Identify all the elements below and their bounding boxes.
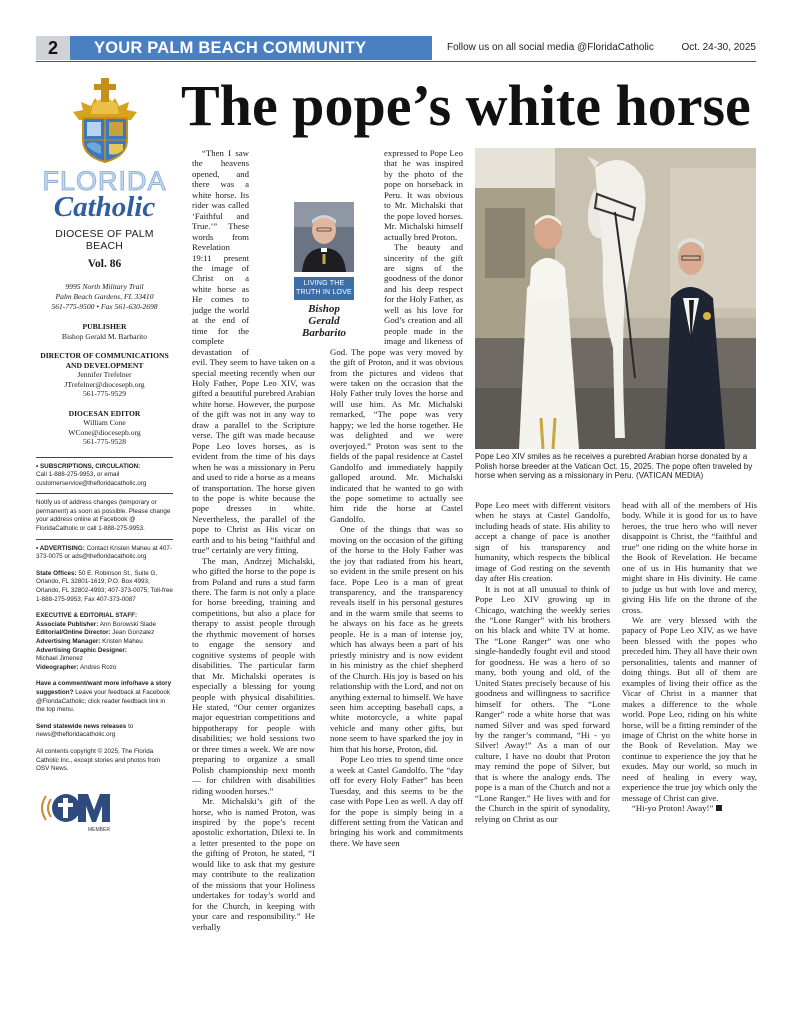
logo-florida-text: FLORIDA bbox=[42, 166, 167, 196]
issue-date: Oct. 24-30, 2025 bbox=[681, 42, 756, 53]
advertising-text: Contact Kristen Maheu at 407-373-0075 or ads@thefloridacatholic.org bbox=[36, 544, 173, 561]
article-paragraph: One of the things that was so moving on the occasion of the gifting of the horse to the Holy Father was the joy that radiated from his heart, so evident in the smile present on his face. Pope Leo is a man of great transparency, and the transparency reveals itself in his personal gestures and in the warm smile that seems to be always on his face as he greets people. He is a man of intense joy, which has always been a part of his priestly ministry and is now evident in his ministry as the chief shepherd of the Church. His joy is based on his relationship with the Lord, and not on anything external to himself. We have seen him accepting baseball caps, a white motorcycle, a white papal vehicle and many other gifts, but none seem to have sparked the joy in him that his horse, Proton, did. bbox=[330, 524, 463, 754]
closing-line: “Hi-yo Proton! Away!” bbox=[632, 803, 714, 814]
article-paragraph: Pope Leo tries to spend time once a week at Castel Gandolfo. The “day off for every Holy Father” has been Tuesday, and this seems to be the case with Pope Leo as well. A day off for the pope is simply being in a different setting from the Vatican and bringing his work and commitments there. We have seen bbox=[330, 754, 463, 848]
address-line: Palm Beach Gardens, FL 33410 bbox=[55, 292, 154, 301]
article-paragraph: Pope Leo meet with different visitors when he stays at Castel Gandolfo, including heads of state. His ability to accept a change of pace is another sign of his transparency and humanity, which respects the biblical image of God resting on the seventh day after His creation. bbox=[475, 500, 610, 584]
columnist-box-spacer bbox=[253, 202, 315, 344]
columnist-name-line: Bishop bbox=[308, 303, 340, 315]
diocese-address bbox=[36, 282, 173, 312]
editor-email[interactable]: WCone@diocesepb.org bbox=[68, 427, 141, 437]
news-releases-info bbox=[36, 723, 173, 740]
logo-catholic-text: Catholic bbox=[53, 191, 156, 223]
address-phone: 561-775-9500 • Fax 561-630-2698 bbox=[51, 302, 158, 311]
designer-name: Michael Jimenez bbox=[36, 655, 83, 663]
pope-horse-photo bbox=[475, 148, 756, 449]
page-header bbox=[36, 36, 756, 60]
feedback-info bbox=[36, 680, 173, 714]
sidebar-divider bbox=[36, 457, 173, 458]
article-column-3 bbox=[475, 500, 610, 824]
sidebar-divider bbox=[36, 493, 173, 494]
article-paragraph: The beauty and sincerity of the gift are signs of the goodness of the donor and his deep respect for the Holy Father, as well as his love for God’s creation and all people made in the image and likeness of God. The pope was very moved by the gift of Proton, and it was obvious from the pictures and videos that were taken on the occasion that the Holy Father truly loves the horse and will use him. As Mr. Michalski remarked, “The pope was very happy; we led the horse together. He was delighted and we were overjoyed.” Proton was sent to the fields of the papal residence at Castel Gandolfo and immediately happily galloped around. Mr. Michalski indicated that he wanted to go with the pope sometime to actually see him ride the horse at Castel Gandolfo. bbox=[330, 242, 463, 524]
editor-title: DIOCESAN EDITOR bbox=[68, 408, 141, 418]
advertising-label: • ADVERTISING: bbox=[36, 544, 85, 552]
address-change-notice: Notify us of address changes (temporary or permanent) as soon as possible. Please change your address online at Facebook @ FloridaCatholic or call 1-888-275-9953. bbox=[36, 499, 171, 533]
ad-manager-label: Advertising Manager: bbox=[36, 638, 101, 645]
publisher-title: PUBLISHER bbox=[82, 322, 127, 331]
end-of-story-mark bbox=[716, 805, 722, 811]
masthead-sidebar bbox=[36, 74, 173, 834]
columnist-name-line: Barbarito bbox=[301, 327, 346, 339]
diocese-name: DIOCESE OF PALM BEACH bbox=[55, 228, 154, 252]
volume-number: Vol. 86 bbox=[87, 258, 122, 270]
article-column-2 bbox=[330, 148, 463, 848]
director-name: Jennifer Trefelner bbox=[77, 370, 132, 379]
photo-caption: Pope Leo XIV smiles as he receives a purebred Arabian horse donated by a Polish horse breeder at the Vatican Oct. 15, 2025. The pope often traveled by horse when serving as a missionary in Peru. (VATICAN MEDIA) bbox=[475, 452, 753, 481]
subscriptions-text: Call 1-888-275-9953, or email customerservice@thefloridacatholic.org bbox=[36, 471, 147, 487]
releases-label: Send statewide news releases bbox=[36, 722, 127, 730]
address-line: 9995 North Military Trail bbox=[65, 282, 144, 291]
columnist-box-spacer bbox=[330, 190, 378, 342]
page-number: 2 bbox=[36, 36, 70, 60]
editor-phone: 561-775-9528 bbox=[82, 437, 127, 446]
state-offices-text: 50 E. Robinson St., Suite G, Orlando, FL 32801-1619; P.O. Box 4993; Orlando, FL 32802-4993; 407-373-0075; Toll-free 1-888-275-9953; Fax 407-373-0087 bbox=[36, 569, 173, 603]
article-paragraph: It is not at all unusual to think of Pope Leo XIV growing up in Chicago, watching the weekly series the “Lone Ranger” with his brothers on his black and white TV at home. The “Lone Ranger” was one who single-handedly fought evil and stood for goodness. He was a hero of so many, both young and old, of the United States precisely because of his goodness and willingness to sacrifice himself for others. The “Lone Ranger” rode a white horse that was named Silver and was sped forward by the ranger’s command, “Hi - yo Silver! Away!” As a man of our culture, I have no doubt that Proton may remind the pope of Silver, but that is where the analogy ends. The pope is a man of the Church and not a “Lone Ranger.” He lives with and for the Church in the spirit of synodality, relying on Christ as our bbox=[475, 583, 610, 824]
executive-staff bbox=[36, 612, 173, 672]
editorial-label: Editorial/Online Director: bbox=[36, 629, 111, 637]
diocese-crest-icon bbox=[69, 74, 141, 164]
article-column-4 bbox=[622, 500, 757, 814]
article-paragraph: We are very blessed with the papacy of Pope Leo XIV, as we have been blessed with the popes who preceded him. They all have their own personalities, talents and manner of doing things. But all of them are examples of living their office as the Vicar of Christ in a manner that makes a difference to the whole world. Pope Leo, riding on his white horse, will be a fitting reminder of the image of Christ on the white horse in the Book of Revelation. May we continue to experience the joy that he exudes. May our world, so much in need of healing in every way, experience the true joy which only the message of Christ can give. bbox=[622, 614, 757, 803]
article-headline: The pope’s white horse bbox=[181, 73, 751, 138]
member-label: MEMBER bbox=[88, 826, 110, 833]
director-title: DIRECTOR OF COMMUNICATIONS AND DEVELOPMENT bbox=[40, 351, 169, 370]
comment-label: Have a comment/want more info/have a story suggestion? bbox=[36, 680, 172, 696]
subscriptions-info bbox=[36, 463, 173, 489]
editor-name: William Cone bbox=[83, 418, 126, 427]
exec-label: EXECUTIVE & EDITORIAL STAFF: bbox=[36, 612, 138, 620]
sidebar-divider bbox=[36, 539, 173, 540]
article-paragraph: The man, Andrzej Michalski, who gifted the horse to the pope is from Poland and runs a stud farm there. The farm is not only a place for horse breeding, training and competitions, but also a place for therapy to assist people through the rhythmic movement of horses to engage the sensory and cognitive systems of people with disabilities. The particular farm that Mr. Michalski operates is especially a blessing for young people with physical disabilities. He stated, “Our center organizes major equestrian competitions and hippotherapy for people with disabilities; we hold sessions two or three times a week. We are now preparing to organize a small Polish championship next month — for children with disabilities riding wooden horses.” bbox=[192, 555, 315, 796]
publisher-name: Bishop Gerald M. Barbarito bbox=[61, 331, 148, 341]
header-divider bbox=[36, 61, 756, 62]
section-banner: YOUR PALM BEACH COMMUNITY bbox=[70, 36, 432, 60]
advertising-info bbox=[36, 545, 173, 562]
article-column-1 bbox=[192, 148, 315, 932]
copyright-notice: All contents copyright © 2025, The Florida Catholic Inc., except stories and photos from OSV News. bbox=[36, 747, 161, 773]
releases-text: to news@thefloridacatholic.org bbox=[36, 722, 134, 739]
director-email[interactable]: JTrefelner@diocesepb.org bbox=[64, 379, 145, 389]
comment-text: Leave your feedback at Facebook @FloridaCatholic; click reader feedback link in the top menu. bbox=[36, 688, 171, 714]
article-paragraph: “Then I saw the heavens opened, and there was a white horse. Its rider was called ‘Faithful and True.’” These words from Revelation 19:11 present the image of Christ on a white horse as He comes to judge the world at the end of time for the complete devastation of evil. They seem to have taken on a special meeting recently when our Holy Father, Pope Leo XIV, was gifted a beautiful purebred Arabian white horse. However, the purpose of the gift was not in any way to draw a parallel to the Scripture verse. The gift was made because Pope Leo loves horses, as is evident from the time of his days when he was a missionary in Peru and used to ride a horse as a means of transportation. The horse given to the pope is white because the pope dresses in white. Nevertheless, the parallel of the pope to Christ as His vicar on earth and to his being “faithful and true” certainly are very fitting. bbox=[192, 148, 315, 556]
director-phone: 561-775-9529 bbox=[82, 389, 127, 398]
videographer-label: Videographer: bbox=[36, 663, 79, 671]
article-closing bbox=[622, 803, 757, 813]
subscriptions-label: • SUBSCRIPTIONS, CIRCULATION: bbox=[36, 462, 141, 470]
ad-manager-name: Kristen Maheu bbox=[102, 638, 143, 645]
article-paragraph: Mr. Michalski’s gift of the horse, who is named Proton, was inspired by the pope’s recent apostolic exhortation, Dilexi te. In a letter presented to the pope on the gifting of Proton, he stated, “I would like to ask that my gesture may contribute to the realization of the missions that your Holiness undertakes for today’s world and for the Church, in keeping with your care and responsibility.” He verbally bbox=[192, 796, 315, 932]
assoc-pub-label: Associate Publisher: bbox=[36, 620, 99, 628]
assoc-pub-name: Ann Borowski Slade bbox=[99, 620, 157, 628]
article-paragraph: head with all of the members of His body. While it is good for us to have heroes, the true hero who will never disappoint is Christ, the “faithful and true” one riding on the white horse in the Book of Revelation. He became one of us in His humanity that we might share in His divinity. He came to judge us but with love and mercy, giving His life on the throne of the cross. bbox=[622, 500, 757, 615]
article-paragraph: expressed to Pope Leo that he was inspired by the photo of the pope on horseback in Peru. It was obvious to Mr. Michalski that the pope loved horses. Mr. Michalski himself actually bred Proton. bbox=[384, 148, 463, 242]
catholic-media-member-icon bbox=[36, 788, 126, 834]
social-follow-line: Follow us on all social media @FloridaCatholic bbox=[447, 42, 654, 53]
state-offices-label: State Offices: bbox=[36, 569, 77, 577]
designer-label: Advertising Graphic Designer: bbox=[36, 646, 127, 654]
state-offices-info bbox=[36, 570, 173, 604]
columnist-tag: LIVING THE TRUTH IN LOVE bbox=[294, 277, 354, 300]
editorial-name: Jean Gonzalez bbox=[112, 629, 155, 637]
columnist-name-line: Gerald bbox=[308, 315, 340, 327]
videographer-name: Andres Rozo bbox=[79, 663, 117, 671]
